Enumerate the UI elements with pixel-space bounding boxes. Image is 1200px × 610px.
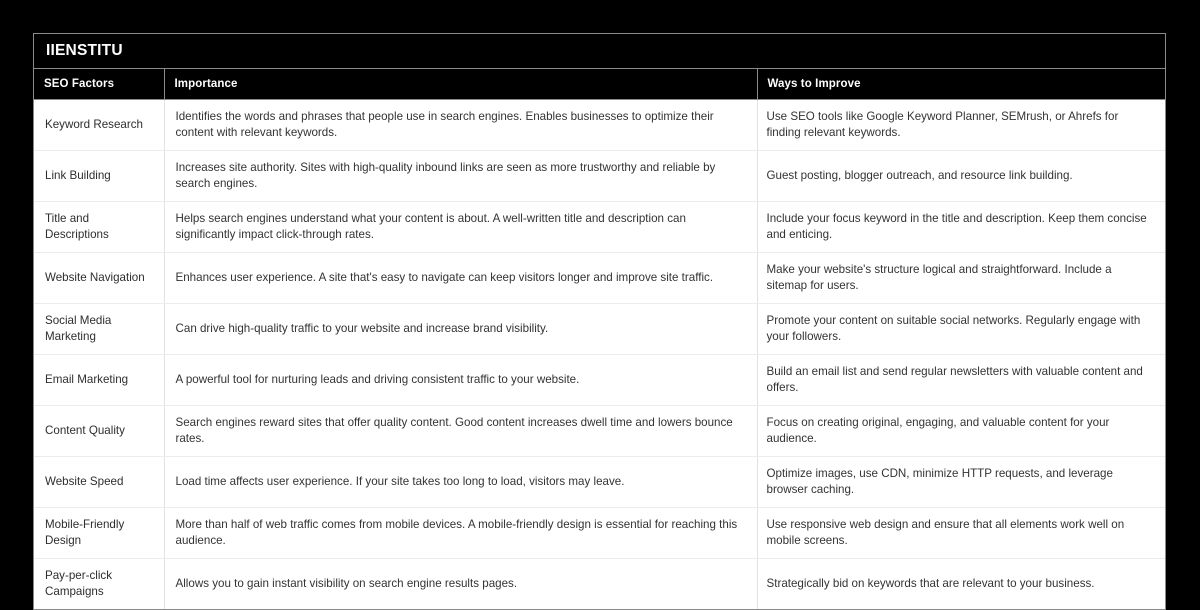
table-row[interactable] <box>34 252 1165 303</box>
cell-ways-to-improve: Make your website's structure logical and straightforward. Include a sitemap for users. <box>757 252 1165 303</box>
cell-seo-factor: Social Media Marketing <box>34 303 164 354</box>
table-body <box>34 100 1165 609</box>
cell-seo-factor: Link Building <box>34 150 164 201</box>
table-header-row <box>34 69 1165 100</box>
seo-factors-table <box>34 69 1165 609</box>
seo-table-card <box>33 33 1166 610</box>
cell-ways-to-improve: Focus on creating original, engaging, and valuable content for your audience. <box>757 405 1165 456</box>
table-row[interactable] <box>34 354 1165 405</box>
cell-seo-factor: Keyword Research <box>34 100 164 151</box>
cell-seo-factor: Email Marketing <box>34 354 164 405</box>
cell-importance: Helps search engines understand what your content is about. A well-written title and description can significantly impact click-through rates. <box>164 201 757 252</box>
table-row[interactable] <box>34 456 1165 507</box>
cell-ways-to-improve: Optimize images, use CDN, minimize HTTP requests, and leverage browser caching. <box>757 456 1165 507</box>
cell-seo-factor: Website Navigation <box>34 252 164 303</box>
column-header-seo-factors[interactable]: SEO Factors <box>34 69 164 100</box>
cell-ways-to-improve: Use SEO tools like Google Keyword Planner, SEMrush, or Ahrefs for finding relevant keywords. <box>757 100 1165 151</box>
cell-seo-factor: Mobile-Friendly Design <box>34 507 164 558</box>
cell-ways-to-improve: Use responsive web design and ensure that all elements work well on mobile screens. <box>757 507 1165 558</box>
cell-importance: Increases site authority. Sites with high-quality inbound links are seen as more trustworthy and reliable by search engines. <box>164 150 757 201</box>
cell-ways-to-improve: Guest posting, blogger outreach, and resource link building. <box>757 150 1165 201</box>
cell-importance: Search engines reward sites that offer quality content. Good content increases dwell time and lowers bounce rates. <box>164 405 757 456</box>
cell-importance: Identifies the words and phrases that people use in search engines. Enables businesses to optimize their content with relevant keywords. <box>164 100 757 151</box>
table-row[interactable] <box>34 201 1165 252</box>
table-row[interactable] <box>34 303 1165 354</box>
cell-importance: Load time affects user experience. If your site takes too long to load, visitors may leave. <box>164 456 757 507</box>
cell-importance: More than half of web traffic comes from mobile devices. A mobile-friendly design is essential for reaching this audience. <box>164 507 757 558</box>
table-row[interactable] <box>34 100 1165 151</box>
table-header <box>34 69 1165 100</box>
cell-seo-factor: Title and Descriptions <box>34 201 164 252</box>
table-row[interactable] <box>34 405 1165 456</box>
cell-ways-to-improve: Build an email list and send regular newsletters with valuable content and offers. <box>757 354 1165 405</box>
cell-seo-factor: Content Quality <box>34 405 164 456</box>
cell-ways-to-improve: Strategically bid on keywords that are relevant to your business. <box>757 558 1165 608</box>
card-title-bar <box>34 34 1165 69</box>
brand-title: IIENSTITU <box>46 42 123 60</box>
column-header-importance[interactable]: Importance <box>164 69 757 100</box>
cell-importance: Allows you to gain instant visibility on search engine results pages. <box>164 558 757 608</box>
table-row[interactable] <box>34 507 1165 558</box>
cell-ways-to-improve: Include your focus keyword in the title and description. Keep them concise and enticing. <box>757 201 1165 252</box>
cell-seo-factor: Website Speed <box>34 456 164 507</box>
cell-ways-to-improve: Promote your content on suitable social networks. Regularly engage with your followers. <box>757 303 1165 354</box>
table-row[interactable] <box>34 150 1165 201</box>
cell-importance: Enhances user experience. A site that's easy to navigate can keep visitors longer and improve site traffic. <box>164 252 757 303</box>
column-header-ways-to-improve[interactable]: Ways to Improve <box>757 69 1165 100</box>
cell-seo-factor: Pay-per-click Campaigns <box>34 558 164 608</box>
cell-importance: Can drive high-quality traffic to your website and increase brand visibility. <box>164 303 757 354</box>
table-row[interactable] <box>34 558 1165 608</box>
cell-importance: A powerful tool for nurturing leads and driving consistent traffic to your website. <box>164 354 757 405</box>
